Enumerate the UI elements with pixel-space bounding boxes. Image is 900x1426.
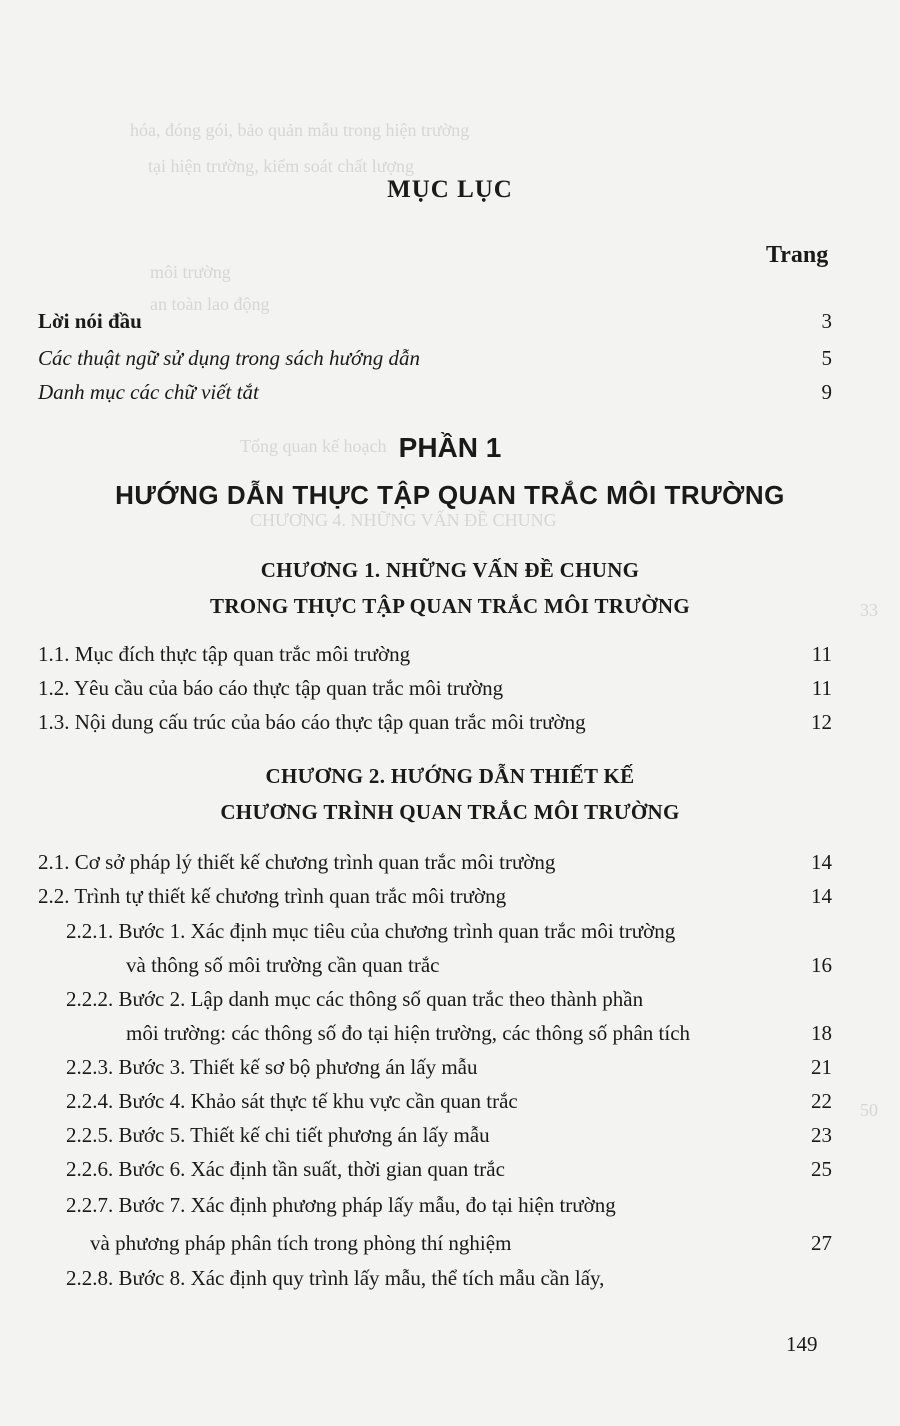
- toc-entry-page: 23: [811, 1123, 832, 1147]
- toc-entry-page: 9: [821, 380, 832, 404]
- toc-entry-label: 2.2.7. Bước 7. Xác định phương pháp lấy mẫu, đo tại hiện trường: [66, 1193, 616, 1217]
- toc-entry-continuation[interactable]: [0, 953, 900, 985]
- part-title: HƯỚNG DẪN THỰC TẬP QUAN TRẮC MÔI TRƯỜNG: [115, 480, 785, 510]
- toc-entry-page: 14: [811, 850, 832, 874]
- toc-entry[interactable]: [0, 1193, 900, 1225]
- page-number: 149: [786, 1332, 818, 1356]
- toc-entry-label: 2.2.8. Bước 8. Xác định quy trình lấy mẫu, thể tích mẫu cần lấy,: [66, 1266, 605, 1290]
- toc-title: MỤC LỤC: [387, 176, 513, 203]
- toc-entry-label-cont: và phương pháp phân tích trong phòng thí nghiệm: [90, 1231, 512, 1255]
- toc-entry[interactable]: [0, 346, 900, 378]
- toc-entry-continuation[interactable]: [0, 1231, 900, 1263]
- toc-entry[interactable]: [0, 919, 900, 951]
- toc-entry-page: 22: [811, 1089, 832, 1113]
- toc-entry[interactable]: [0, 1089, 900, 1121]
- toc-entry-label: 2.1. Cơ sở pháp lý thiết kế chương trình quan trắc môi trường: [38, 850, 556, 874]
- chapter-2-heading-line2: CHƯƠNG TRÌNH QUAN TRẮC MÔI TRƯỜNG: [220, 800, 680, 824]
- toc-entry-label: 2.2.6. Bước 6. Xác định tần suất, thời gian quan trắc: [66, 1157, 505, 1181]
- toc-entry-label: 2.2.2. Bước 2. Lập danh mục các thông số quan trắc theo thành phần: [66, 987, 644, 1011]
- toc-entry[interactable]: [0, 309, 900, 341]
- toc-entry-continuation[interactable]: [0, 1021, 900, 1053]
- toc-entry-label: Lời nói đầu: [38, 309, 142, 333]
- toc-entry-page: 11: [811, 676, 832, 700]
- toc-entry-label: 2.2. Trình tự thiết kế chương trình quan trắc môi trường: [38, 884, 507, 908]
- toc-entry-page: 14: [811, 884, 832, 908]
- book-page: hóa, đóng gói, bảo quản mẫu trong hiện trường tại hiện trường, kiểm soát chất lượng môi trường an toàn lao động Tổng quan kế hoạch CHƯƠNG 4. NHỮNG VẤN ĐỀ CHUNG 33 50 MỤC LỤC Trang Lời nói đầu 3 Các thuật ngữ sử dụng trong sách hướng dẫn 5 Danh mục các chữ viết tắt 9 PHẦN 1 HƯỚNG DẪN THỰC TẬP QUAN TRẮC MÔI TRƯỜNG CHƯƠNG 1. NHỮNG VẤN ĐỀ CHUNG TRONG THỰC TẬP QUAN TRẮC MÔI TRƯỜNG 1.1. Mục đích thực tập quan trắc môi trường 11 1.2. Yêu cầu của báo cáo thực tập quan trắc môi trường 11 1.3. Nội dung cấu trúc của báo cáo thực tập quan trắc môi trường 12 CHƯƠNG 2. HƯỚNG DẪN THIẾT KẾ CHƯƠNG TRÌNH QUAN TRẮC MÔI TRƯỜNG 2.1. Cơ sở pháp lý thiết kế chương trình quan trắc môi trường 14 2.2. Trình tự thiết kế chương trình quan trắc môi trường 14 2.2.1. Bước 1. Xác định mục tiêu của chương trình quan trắc môi trường và thông số môi trường cần quan trắc 16 2.2.2. Bước 2. Lập danh mục các thông số quan trắc theo thành phần môi trường: các thông số đo tại hiện trường, các thông số phân tích 18 2.2.3. Bước 3. Thiết kế sơ bộ phương án lấy mẫu 21 2.2.4. Bước 4. Khảo sát thực tế khu vực cần quan trắc 22 2.2.5. Bước 5. Thiết kế chi tiết phương án lấy mẫu 23 2.2.6. Bước 6. Xác định tần suất, thời gian quan trắc 25 2.2.7. Bước 7. Xác định phương pháp lấy mẫu, đo tại hiện trường và phương pháp phân tích trong phòng thí nghiệm 27 2.2.8. Bước 8. Xác định quy trình lấy mẫu, thể tích mẫu cần lấy, 149: [0, 0, 900, 1426]
- toc-entry-label: 1.1. Mục đích thực tập quan trắc môi trường: [38, 642, 411, 666]
- toc-entry[interactable]: [0, 710, 900, 742]
- toc-entry[interactable]: [0, 1123, 900, 1155]
- toc-entry-label-cont: môi trường: các thông số đo tại hiện trường, các thông số phân tích: [126, 1021, 691, 1045]
- toc-entry-page: 25: [811, 1157, 832, 1181]
- toc-entry-label: 1.3. Nội dung cấu trúc của báo cáo thực tập quan trắc môi trường: [38, 710, 586, 734]
- toc-entry[interactable]: [0, 380, 900, 412]
- toc-entry[interactable]: [0, 884, 900, 916]
- toc-entry-page: 12: [811, 710, 832, 734]
- toc-entry[interactable]: [0, 642, 900, 674]
- chapter-2-heading-line1: CHƯƠNG 2. HƯỚNG DẪN THIẾT KẾ: [265, 764, 635, 788]
- chapter-1-heading-line1: CHƯƠNG 1. NHỮNG VẤN ĐỀ CHUNG: [260, 558, 640, 582]
- toc-entry[interactable]: [0, 1055, 900, 1087]
- toc-entry-page: 16: [811, 953, 832, 977]
- toc-entry-label-cont: và thông số môi trường cần quan trắc: [126, 953, 440, 977]
- toc-entry-label: 1.2. Yêu cầu của báo cáo thực tập quan trắc môi trường: [38, 676, 504, 700]
- toc-entry-page: 21: [811, 1055, 832, 1079]
- toc-entry[interactable]: [0, 987, 900, 1019]
- toc-entry-label: Danh mục các chữ viết tắt: [38, 380, 259, 404]
- toc-entry-label: 2.2.1. Bước 1. Xác định mục tiêu của chương trình quan trắc môi trường: [66, 919, 676, 943]
- toc-entry-page: 27: [811, 1231, 832, 1255]
- toc-entry-page: 18: [811, 1021, 832, 1045]
- toc-entry-label: 2.2.5. Bước 5. Thiết kế chi tiết phương án lấy mẫu: [66, 1123, 490, 1147]
- toc-entry-label: Các thuật ngữ sử dụng trong sách hướng dẫn: [38, 346, 420, 370]
- chapter-1-heading-line2: TRONG THỰC TẬP QUAN TRẮC MÔI TRƯỜNG: [210, 594, 690, 618]
- toc-entry-page: 11: [811, 642, 832, 666]
- toc-entry[interactable]: [0, 1157, 900, 1189]
- toc-entry[interactable]: [0, 676, 900, 708]
- toc-entry[interactable]: [0, 1266, 900, 1298]
- toc-entry-label: 2.2.3. Bước 3. Thiết kế sơ bộ phương án lấy mẫu: [66, 1055, 478, 1079]
- page-column-header: Trang: [766, 242, 829, 268]
- part-number: PHẦN 1: [398, 432, 502, 463]
- toc-entry-page: 5: [821, 346, 832, 370]
- toc-entry-page: 3: [821, 309, 832, 333]
- toc-entry-label: 2.2.4. Bước 4. Khảo sát thực tế khu vực cần quan trắc: [66, 1089, 518, 1113]
- toc-entry[interactable]: [0, 850, 900, 882]
